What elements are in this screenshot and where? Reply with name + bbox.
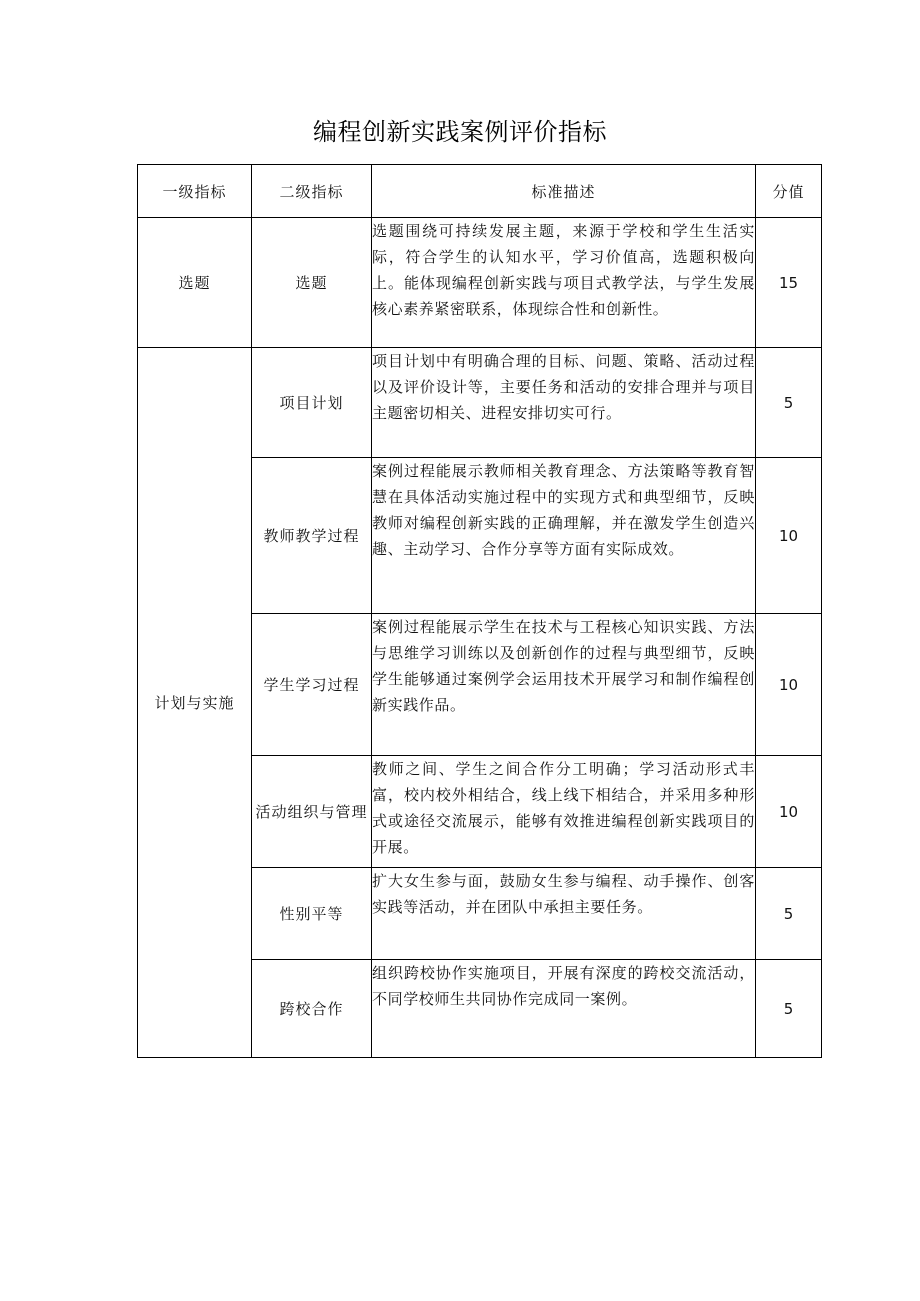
table-row xyxy=(138,218,822,348)
level2-cell: 学生学习过程 xyxy=(252,614,372,756)
description-cell: 案例过程能展示教师相关教育理念、方法策略等教育智慧在具体活动实施过程中的实现方式和典型细节，反映教师对编程创新实践的正确理解，并在激发学生创造兴趣、主动学习、合作分享等方面有实际成效。 xyxy=(372,458,756,614)
header-description: 标准描述 xyxy=(372,165,756,218)
score-cell: 5 xyxy=(756,348,822,458)
score-cell: 10 xyxy=(756,756,822,868)
score-cell: 5 xyxy=(756,960,822,1058)
table-row xyxy=(138,348,822,458)
score-cell: 15 xyxy=(756,218,822,348)
score-cell: 5 xyxy=(756,868,822,960)
description-cell: 项目计划中有明确合理的目标、问题、策略、活动过程以及评价设计等，主要任务和活动的安排合理并与项目主题密切相关、进程安排切实可行。 xyxy=(372,348,756,458)
description-cell: 教师之间、学生之间合作分工明确；学习活动形式丰富，校内校外相结合，线上线下相结合，并采用多种形式或途径交流展示，能够有效推进编程创新实践项目的开展。 xyxy=(372,756,756,868)
table-header-row xyxy=(138,165,822,218)
score-cell: 10 xyxy=(756,614,822,756)
level2-cell: 性别平等 xyxy=(252,868,372,960)
header-level1: 一级指标 xyxy=(138,165,252,218)
evaluation-table xyxy=(137,164,822,1058)
level2-cell: 选题 xyxy=(252,218,372,348)
level2-cell: 项目计划 xyxy=(252,348,372,458)
level1-cell-plan: 计划与实施 xyxy=(138,348,252,1058)
description-cell: 组织跨校协作实施项目，开展有深度的跨校交流活动，不同学校师生共同协作完成同一案例。 xyxy=(372,960,756,1058)
score-cell: 10 xyxy=(756,458,822,614)
description-cell: 选题围绕可持续发展主题，来源于学校和学生生活实际，符合学生的认知水平，学习价值高，选题积极向上。能体现编程创新实践与项目式教学法，与学生发展核心素养紧密联系，体现综合性和创新性。 xyxy=(372,218,756,348)
page-title: 编程创新实践案例评价指标 xyxy=(313,118,607,146)
header-score: 分值 xyxy=(756,165,822,218)
description-cell: 案例过程能展示学生在技术与工程核心知识实践、方法与思维学习训练以及创新创作的过程与典型细节，反映学生能够通过案例学会运用技术开展学习和制作编程创新实践作品。 xyxy=(372,614,756,756)
header-level2: 二级指标 xyxy=(252,165,372,218)
level2-cell: 跨校合作 xyxy=(252,960,372,1058)
level1-cell-topic: 选题 xyxy=(138,218,252,348)
level2-cell: 教师教学过程 xyxy=(252,458,372,614)
description-cell: 扩大女生参与面，鼓励女生参与编程、动手操作、创客实践等活动，并在团队中承担主要任务。 xyxy=(372,868,756,960)
level2-cell: 活动组织与管理 xyxy=(252,756,372,868)
